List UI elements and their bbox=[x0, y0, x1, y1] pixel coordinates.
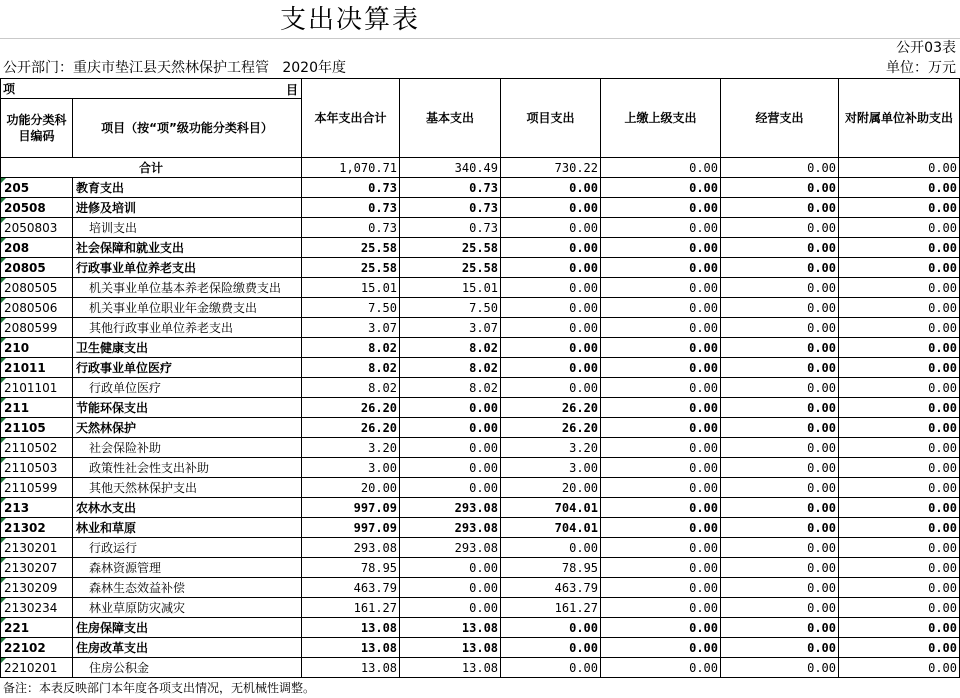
row-value: 0.00 bbox=[839, 418, 960, 438]
table-row bbox=[1, 398, 960, 418]
item-header-left: 项 bbox=[3, 82, 16, 96]
row-value: 0.00 bbox=[721, 338, 839, 358]
row-value: 0.00 bbox=[601, 258, 721, 278]
row-name: 农林水支出 bbox=[73, 498, 302, 518]
row-code: 221 bbox=[1, 618, 73, 638]
table-row bbox=[1, 498, 960, 518]
row-value: 0.00 bbox=[501, 218, 601, 238]
header-band bbox=[0, 38, 960, 58]
table-row bbox=[1, 658, 960, 678]
row-value: 0.00 bbox=[839, 378, 960, 398]
row-value: 997.09 bbox=[302, 518, 400, 538]
row-value: 0.00 bbox=[601, 238, 721, 258]
total-label: 合计 bbox=[1, 158, 302, 178]
table-row bbox=[1, 538, 960, 558]
row-value: 25.58 bbox=[302, 258, 400, 278]
col-code-header: 功能分类科目编码 bbox=[1, 99, 73, 158]
row-code: 2101101 bbox=[1, 378, 73, 398]
row-value: 0.00 bbox=[839, 358, 960, 378]
row-value: 13.08 bbox=[302, 638, 400, 658]
row-value: 13.08 bbox=[302, 618, 400, 638]
row-code: 20508 bbox=[1, 198, 73, 218]
row-value: 0.00 bbox=[721, 218, 839, 238]
table-row bbox=[1, 578, 960, 598]
row-name: 卫生健康支出 bbox=[73, 338, 302, 358]
table-row bbox=[1, 318, 960, 338]
row-value: 26.20 bbox=[302, 418, 400, 438]
row-value: 0.00 bbox=[601, 178, 721, 198]
row-name: 森林资源管理 bbox=[73, 558, 302, 578]
row-code: 205 bbox=[1, 178, 73, 198]
row-value: 78.95 bbox=[302, 558, 400, 578]
row-value: 0.00 bbox=[721, 438, 839, 458]
table-row bbox=[1, 218, 960, 238]
row-value: 0.00 bbox=[839, 538, 960, 558]
table-row bbox=[1, 618, 960, 638]
row-value: 0.00 bbox=[400, 398, 501, 418]
col-project-header: 项目支出 bbox=[501, 79, 601, 158]
table-row bbox=[1, 258, 960, 278]
row-value: 0.00 bbox=[501, 538, 601, 558]
row-name: 其他行政事业单位养老支出 bbox=[73, 318, 302, 338]
row-value: 0.00 bbox=[601, 538, 721, 558]
row-name: 行政事业单位养老支出 bbox=[73, 258, 302, 278]
row-name: 进修及培训 bbox=[73, 198, 302, 218]
row-name: 林业草原防灾减灾 bbox=[73, 598, 302, 618]
row-code: 21011 bbox=[1, 358, 73, 378]
total-value: 730.22 bbox=[501, 158, 601, 178]
table-row bbox=[1, 178, 960, 198]
form-code: 公开03表 bbox=[896, 40, 956, 56]
row-value: 0.00 bbox=[839, 238, 960, 258]
row-value: 0.00 bbox=[601, 398, 721, 418]
row-name: 机关事业单位职业年金缴费支出 bbox=[73, 298, 302, 318]
row-value: 997.09 bbox=[302, 498, 400, 518]
row-value: 0.00 bbox=[501, 658, 601, 678]
row-value: 0.00 bbox=[721, 598, 839, 618]
total-value: 0.00 bbox=[839, 158, 960, 178]
row-value: 0.00 bbox=[721, 618, 839, 638]
row-value: 0.00 bbox=[839, 398, 960, 418]
row-name: 社会保障和就业支出 bbox=[73, 238, 302, 258]
row-value: 0.00 bbox=[839, 518, 960, 538]
row-value: 0.00 bbox=[721, 458, 839, 478]
unit-label: 单位：万元 bbox=[886, 60, 956, 76]
table-row bbox=[1, 278, 960, 298]
row-value: 20.00 bbox=[501, 478, 601, 498]
table-row bbox=[1, 338, 960, 358]
row-value: 15.01 bbox=[400, 278, 501, 298]
row-code: 208 bbox=[1, 238, 73, 258]
department-label: 公开部门：重庆市垫江县天然林保护工程管 2020年度 bbox=[3, 60, 346, 76]
table-row bbox=[1, 358, 960, 378]
row-value: 0.00 bbox=[400, 598, 501, 618]
row-value: 0.00 bbox=[721, 358, 839, 378]
row-code: 21302 bbox=[1, 518, 73, 538]
row-value: 0.00 bbox=[501, 618, 601, 638]
row-code: 20805 bbox=[1, 258, 73, 278]
row-value: 0.00 bbox=[721, 518, 839, 538]
row-code: 2080505 bbox=[1, 278, 73, 298]
row-value: 0.00 bbox=[721, 418, 839, 438]
row-value: 26.20 bbox=[302, 398, 400, 418]
row-value: 0.00 bbox=[839, 218, 960, 238]
row-value: 0.00 bbox=[601, 458, 721, 478]
table-row bbox=[1, 478, 960, 498]
row-name: 其他天然林保护支出 bbox=[73, 478, 302, 498]
col-name-header: 项目（按“项”级功能分类科目） bbox=[73, 99, 302, 158]
row-name: 住房保障支出 bbox=[73, 618, 302, 638]
row-value: 26.20 bbox=[501, 418, 601, 438]
col-subsidy-header: 对附属单位补助支出 bbox=[839, 79, 960, 158]
row-value: 0.73 bbox=[400, 198, 501, 218]
expenditure-table bbox=[0, 78, 960, 678]
row-value: 0.00 bbox=[721, 278, 839, 298]
table-row bbox=[1, 558, 960, 578]
table-row bbox=[1, 238, 960, 258]
row-value: 0.00 bbox=[601, 338, 721, 358]
row-code: 211 bbox=[1, 398, 73, 418]
row-code: 2130209 bbox=[1, 578, 73, 598]
row-value: 0.00 bbox=[601, 418, 721, 438]
col-basic-header: 基本支出 bbox=[400, 79, 501, 158]
table-row bbox=[1, 598, 960, 618]
row-value: 8.02 bbox=[302, 378, 400, 398]
row-name: 行政运行 bbox=[73, 538, 302, 558]
row-value: 0.00 bbox=[501, 178, 601, 198]
row-value: 7.50 bbox=[400, 298, 501, 318]
row-name: 森林生态效益补偿 bbox=[73, 578, 302, 598]
row-value: 0.00 bbox=[601, 638, 721, 658]
row-value: 20.00 bbox=[302, 478, 400, 498]
row-value: 8.02 bbox=[302, 338, 400, 358]
row-value: 0.00 bbox=[839, 318, 960, 338]
row-name: 培训支出 bbox=[73, 218, 302, 238]
page-title: 支出决算表 bbox=[279, 5, 420, 35]
row-value: 0.00 bbox=[601, 318, 721, 338]
col-business-header: 经营支出 bbox=[721, 79, 839, 158]
row-value: 0.00 bbox=[721, 558, 839, 578]
table-row bbox=[1, 458, 960, 478]
row-value: 0.00 bbox=[400, 458, 501, 478]
row-value: 0.00 bbox=[501, 278, 601, 298]
row-value: 13.08 bbox=[400, 658, 501, 678]
col-total-header: 本年支出合计 bbox=[302, 79, 400, 158]
row-value: 0.00 bbox=[721, 638, 839, 658]
row-value: 0.00 bbox=[839, 478, 960, 498]
row-value: 3.07 bbox=[302, 318, 400, 338]
row-name: 住房公积金 bbox=[73, 658, 302, 678]
row-value: 0.00 bbox=[601, 498, 721, 518]
row-value: 7.50 bbox=[302, 298, 400, 318]
row-code: 2130234 bbox=[1, 598, 73, 618]
row-value: 3.00 bbox=[302, 458, 400, 478]
row-value: 0.00 bbox=[501, 318, 601, 338]
row-value: 0.00 bbox=[839, 558, 960, 578]
row-value: 0.00 bbox=[839, 658, 960, 678]
row-value: 78.95 bbox=[501, 558, 601, 578]
table-row bbox=[1, 298, 960, 318]
row-value: 0.00 bbox=[721, 298, 839, 318]
row-value: 0.73 bbox=[400, 218, 501, 238]
row-value: 0.00 bbox=[839, 438, 960, 458]
row-value: 0.00 bbox=[400, 558, 501, 578]
row-value: 0.00 bbox=[601, 358, 721, 378]
row-value: 0.73 bbox=[400, 178, 501, 198]
row-value: 0.73 bbox=[302, 198, 400, 218]
table-row bbox=[1, 638, 960, 658]
row-value: 0.00 bbox=[839, 458, 960, 478]
row-value: 0.00 bbox=[601, 598, 721, 618]
row-value: 0.00 bbox=[839, 178, 960, 198]
row-value: 293.08 bbox=[302, 538, 400, 558]
row-value: 0.00 bbox=[601, 618, 721, 638]
table-row bbox=[1, 438, 960, 458]
row-value: 0.00 bbox=[501, 258, 601, 278]
row-value: 0.00 bbox=[839, 258, 960, 278]
row-code: 22102 bbox=[1, 638, 73, 658]
footnote: 备注：本表反映部门本年度各项支出情况，无机械性调整。 bbox=[3, 681, 316, 695]
row-value: 0.73 bbox=[302, 218, 400, 238]
row-value: 0.00 bbox=[501, 358, 601, 378]
row-value: 0.00 bbox=[601, 378, 721, 398]
row-name: 行政单位医疗 bbox=[73, 378, 302, 398]
table-row bbox=[1, 518, 960, 538]
row-code: 2050803 bbox=[1, 218, 73, 238]
total-value: 0.00 bbox=[721, 158, 839, 178]
row-value: 0.00 bbox=[400, 438, 501, 458]
row-name: 社会保险补助 bbox=[73, 438, 302, 458]
row-value: 15.01 bbox=[302, 278, 400, 298]
row-code: 21105 bbox=[1, 418, 73, 438]
row-value: 0.00 bbox=[839, 498, 960, 518]
row-value: 26.20 bbox=[501, 398, 601, 418]
row-value: 704.01 bbox=[501, 518, 601, 538]
row-value: 25.58 bbox=[400, 238, 501, 258]
total-value: 0.00 bbox=[601, 158, 721, 178]
row-value: 0.00 bbox=[839, 278, 960, 298]
row-value: 13.08 bbox=[400, 638, 501, 658]
row-value: 0.00 bbox=[721, 498, 839, 518]
row-value: 0.73 bbox=[302, 178, 400, 198]
row-value: 0.00 bbox=[721, 238, 839, 258]
row-value: 0.00 bbox=[721, 198, 839, 218]
row-value: 293.08 bbox=[400, 518, 501, 538]
row-value: 0.00 bbox=[501, 638, 601, 658]
row-value: 161.27 bbox=[501, 598, 601, 618]
row-value: 0.00 bbox=[400, 418, 501, 438]
row-code: 2130201 bbox=[1, 538, 73, 558]
row-value: 463.79 bbox=[302, 578, 400, 598]
row-name: 林业和草原 bbox=[73, 518, 302, 538]
row-value: 0.00 bbox=[601, 518, 721, 538]
row-value: 3.00 bbox=[501, 458, 601, 478]
total-value: 340.49 bbox=[400, 158, 501, 178]
row-value: 0.00 bbox=[839, 598, 960, 618]
row-name: 行政事业单位医疗 bbox=[73, 358, 302, 378]
row-value: 13.08 bbox=[302, 658, 400, 678]
row-code: 2110503 bbox=[1, 458, 73, 478]
row-value: 161.27 bbox=[302, 598, 400, 618]
row-name: 教育支出 bbox=[73, 178, 302, 198]
row-value: 25.58 bbox=[302, 238, 400, 258]
row-code: 2110599 bbox=[1, 478, 73, 498]
row-value: 0.00 bbox=[400, 478, 501, 498]
row-value: 463.79 bbox=[501, 578, 601, 598]
row-name: 节能环保支出 bbox=[73, 398, 302, 418]
row-code: 2080506 bbox=[1, 298, 73, 318]
row-code: 2210201 bbox=[1, 658, 73, 678]
row-value: 293.08 bbox=[400, 538, 501, 558]
row-value: 0.00 bbox=[839, 198, 960, 218]
total-value: 1,070.71 bbox=[302, 158, 400, 178]
row-value: 0.00 bbox=[601, 278, 721, 298]
row-value: 0.00 bbox=[721, 258, 839, 278]
row-value: 0.00 bbox=[400, 578, 501, 598]
row-value: 25.58 bbox=[400, 258, 501, 278]
row-value: 8.02 bbox=[400, 378, 501, 398]
row-value: 13.08 bbox=[400, 618, 501, 638]
row-name: 政策性社会性支出补助 bbox=[73, 458, 302, 478]
row-value: 0.00 bbox=[721, 578, 839, 598]
row-value: 0.00 bbox=[721, 378, 839, 398]
row-value: 0.00 bbox=[501, 378, 601, 398]
row-value: 0.00 bbox=[501, 298, 601, 318]
row-value: 0.00 bbox=[601, 218, 721, 238]
row-value: 0.00 bbox=[721, 538, 839, 558]
row-value: 0.00 bbox=[721, 318, 839, 338]
row-name: 机关事业单位基本养老保险缴费支出 bbox=[73, 278, 302, 298]
row-value: 3.20 bbox=[302, 438, 400, 458]
col-upper-header: 上缴上级支出 bbox=[601, 79, 721, 158]
row-value: 0.00 bbox=[601, 658, 721, 678]
row-value: 0.00 bbox=[601, 578, 721, 598]
row-name: 天然林保护 bbox=[73, 418, 302, 438]
row-code: 210 bbox=[1, 338, 73, 358]
row-value: 0.00 bbox=[839, 298, 960, 318]
row-code: 213 bbox=[1, 498, 73, 518]
row-value: 3.20 bbox=[501, 438, 601, 458]
table-row bbox=[1, 198, 960, 218]
row-value: 0.00 bbox=[501, 238, 601, 258]
row-value: 0.00 bbox=[721, 478, 839, 498]
row-code: 2080599 bbox=[1, 318, 73, 338]
row-code: 2110502 bbox=[1, 438, 73, 458]
item-header-right: 目 bbox=[286, 83, 299, 97]
row-value: 8.02 bbox=[400, 338, 501, 358]
row-value: 293.08 bbox=[400, 498, 501, 518]
row-value: 3.07 bbox=[400, 318, 501, 338]
row-value: 0.00 bbox=[601, 478, 721, 498]
row-value: 0.00 bbox=[601, 558, 721, 578]
row-value: 0.00 bbox=[839, 638, 960, 658]
table-row bbox=[1, 418, 960, 438]
row-value: 0.00 bbox=[601, 298, 721, 318]
row-value: 0.00 bbox=[601, 198, 721, 218]
row-value: 8.02 bbox=[302, 358, 400, 378]
row-name: 住房改革支出 bbox=[73, 638, 302, 658]
row-code: 2130207 bbox=[1, 558, 73, 578]
row-value: 0.00 bbox=[721, 398, 839, 418]
row-value: 0.00 bbox=[501, 198, 601, 218]
row-value: 704.01 bbox=[501, 498, 601, 518]
row-value: 0.00 bbox=[839, 578, 960, 598]
row-value: 0.00 bbox=[721, 658, 839, 678]
row-value: 0.00 bbox=[839, 338, 960, 358]
item-header-cell bbox=[1, 79, 302, 99]
row-value: 0.00 bbox=[501, 338, 601, 358]
row-value: 8.02 bbox=[400, 358, 501, 378]
total-row bbox=[1, 158, 960, 178]
row-value: 0.00 bbox=[721, 178, 839, 198]
row-value: 0.00 bbox=[601, 438, 721, 458]
row-value: 0.00 bbox=[839, 618, 960, 638]
table-row bbox=[1, 378, 960, 398]
